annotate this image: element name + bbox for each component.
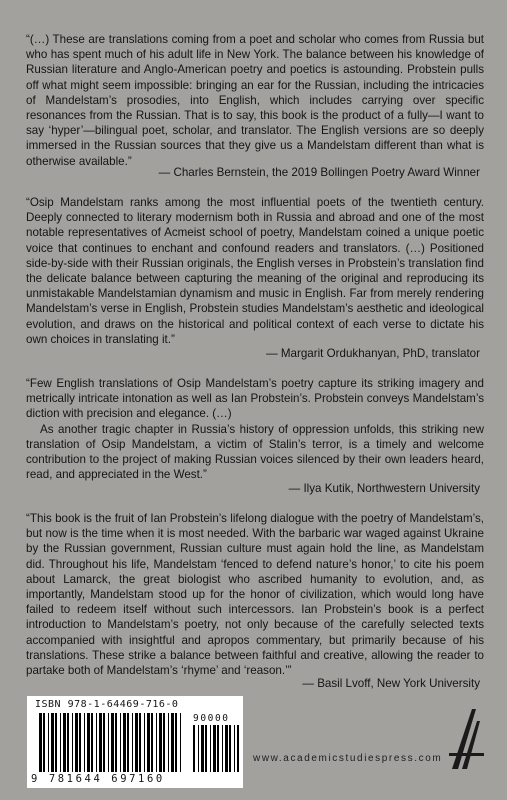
barcode-bar bbox=[72, 713, 73, 772]
blurb-paragraph: As another tragic chapter in Russia’s history of oppression unfolds, this striking new translation of Osip Mandelstam, a victim of Stalin’s terror, is a timely and welcome contribution to the project of making Russian voices silenced by their own leaders heard, read, and appreciated in the West.” bbox=[26, 422, 484, 482]
barcode-bar bbox=[213, 725, 216, 772]
barcode-bar bbox=[123, 713, 126, 772]
barcode-bar bbox=[63, 713, 66, 772]
isbn-barcode bbox=[27, 696, 243, 788]
attribution-kutik: — Ilya Kutik, Northwestern University bbox=[288, 482, 480, 495]
barcode-bar bbox=[147, 713, 150, 772]
barcode-bar bbox=[39, 713, 42, 772]
barcode-bar bbox=[60, 713, 61, 772]
barcode-bar bbox=[222, 725, 223, 772]
barcode-bar bbox=[201, 725, 204, 772]
barcode-bar bbox=[108, 713, 109, 772]
barcode-bar bbox=[139, 713, 141, 772]
barcode-bar bbox=[175, 713, 177, 772]
isbn-label: ISBN 978-1-64469-716-0 bbox=[35, 699, 179, 710]
blurb-paragraph: “Osip Mandelstam ranks among the most influential poets of the twentieth century. Deeply connected to literary modernism both in Russia and abroad and one of the most notable representatives of Acmeist school of poetry, Mandelstam coined a unique poetic voice that continues to enchant and confound readers and translators. (…) Positioned side-by-side with their Russian originals, the English verses in Probstein’s translation find the delicate balance between capturing the meaning of the original and reproducing its unmistakable Mandelstamian dynamism and music in English. Far from merely rendering Mandelstam’s verse in English, Probstein studies Mandelstam’s aesthetic and ideological evolution, and draws on the historical and political context of each verse to dictate his own choices in translating it.” bbox=[26, 196, 484, 346]
blurb-paragraph: “Few English translations of Osip Mandelstam’s poetry capture its striking imagery and metrically intricate intonation as well as Ian Probstein’s. Probstein conveys Mandelstam’s diction with precision and elegance. (…) bbox=[26, 377, 484, 421]
blurb-paragraph: “(…) These are translations coming from a poet and scholar who comes from Russia but who has spent much of his adult life in New York. The balance between his knowledge of Russian literature and Anglo-American poetry and poetics is astounding. Probstein pulls off what might seem impossible: bringing an ear for the Russian, including the intricacies of Mandelstam’s prosodies, into English, which includes carrying over specific resonances from the Russian. That is to say, this book is the product of a fully—I want to say ‘hyper’—bilingual poet, scholar, and translator. The English versions are so deeply immersed in the Russian sources that they give us a Mandelstam different than what is otherwise available.” bbox=[26, 33, 484, 168]
barcode-bar bbox=[91, 713, 93, 772]
barcode-bar bbox=[135, 713, 138, 772]
barcode-bar bbox=[168, 713, 169, 772]
barcode-bar bbox=[225, 725, 228, 772]
barcode-bar bbox=[237, 725, 239, 772]
barcode-bar bbox=[84, 713, 85, 772]
barcode-bar bbox=[48, 713, 49, 772]
barcode-bar bbox=[99, 713, 102, 772]
barcode-bar bbox=[159, 713, 162, 772]
barcode-bar bbox=[210, 725, 211, 772]
barcode-bar bbox=[193, 725, 195, 772]
barcode-bar bbox=[156, 713, 157, 772]
barcode-bar bbox=[115, 713, 117, 772]
blurb-lvoff bbox=[26, 511, 484, 678]
barcode-bar bbox=[217, 725, 219, 772]
barcode-bar bbox=[163, 713, 165, 772]
barcode-bar bbox=[198, 725, 199, 772]
barcode-bar bbox=[171, 713, 174, 772]
barcode-bar bbox=[67, 713, 69, 772]
barcode-bar bbox=[229, 725, 231, 772]
barcode-bar bbox=[103, 713, 105, 772]
blurb-ordukhanyan bbox=[26, 195, 484, 347]
academic-studies-press-logo-icon bbox=[446, 707, 486, 771]
barcode-bar bbox=[79, 713, 81, 772]
barcode-bar bbox=[120, 713, 121, 772]
barcode-bar bbox=[151, 713, 153, 772]
publisher-website: www.academicstudiespress.com bbox=[253, 753, 443, 764]
barcode-bar bbox=[234, 725, 235, 772]
barcode-bar bbox=[111, 713, 114, 772]
addon-digits: 90000 bbox=[193, 713, 230, 724]
attribution-lvoff: — Basil Lvoff, New York University bbox=[302, 677, 480, 690]
barcode-bar bbox=[87, 713, 90, 772]
attribution-ordukhanyan: — Margarit Ordukhanyan, PhD, translator bbox=[266, 347, 480, 360]
blurb-bernstein bbox=[26, 32, 484, 169]
ean-digits: 9 781644 697160 bbox=[31, 773, 165, 785]
barcode-bar bbox=[51, 713, 54, 772]
attribution-bernstein: — Charles Bernstein, the 2019 Bollingen Poetry Award Winner bbox=[158, 166, 480, 179]
barcode-bar bbox=[144, 713, 145, 772]
barcode-bar bbox=[43, 713, 45, 772]
barcode-bar bbox=[75, 713, 78, 772]
blurb-paragraph: “This book is the fruit of Ian Probstein’s lifelong dialogue with the poetry of Mandelstam’s, but now is the time when it is most needed. With the barbaric war waged against Ukraine by the Russian government, Russian culture must again hold the line, as Mandelstam did. Throughout his life, Mandelstam ‘fenced to defend nature’s honor,’ to cite his poem about Lamarck, the great biologist who ascribed humanity to evolution, and, as importantly, Mandelstam stood up for the honor of civilization, which would long have failed to redeem itself without such intercessors. Ian Probstein’s book is a perfect introduction to Mandelstam’s poetry, not only because of the carefully selected texts accompanied with insightful and apropos commentary, but primarily because of his translations. These strike a balance between faithful and creative, allowing the reader to partake both of Mandelstam’s ‘rhyme’ and ‘reason.’” bbox=[26, 512, 484, 678]
barcode-bar bbox=[96, 713, 97, 772]
barcode-bar bbox=[127, 713, 129, 772]
barcode-bar bbox=[205, 725, 207, 772]
barcode-bar bbox=[180, 713, 181, 772]
barcode-bar bbox=[55, 713, 57, 772]
blurb-kutik bbox=[26, 376, 484, 482]
barcode-bar bbox=[132, 713, 133, 772]
